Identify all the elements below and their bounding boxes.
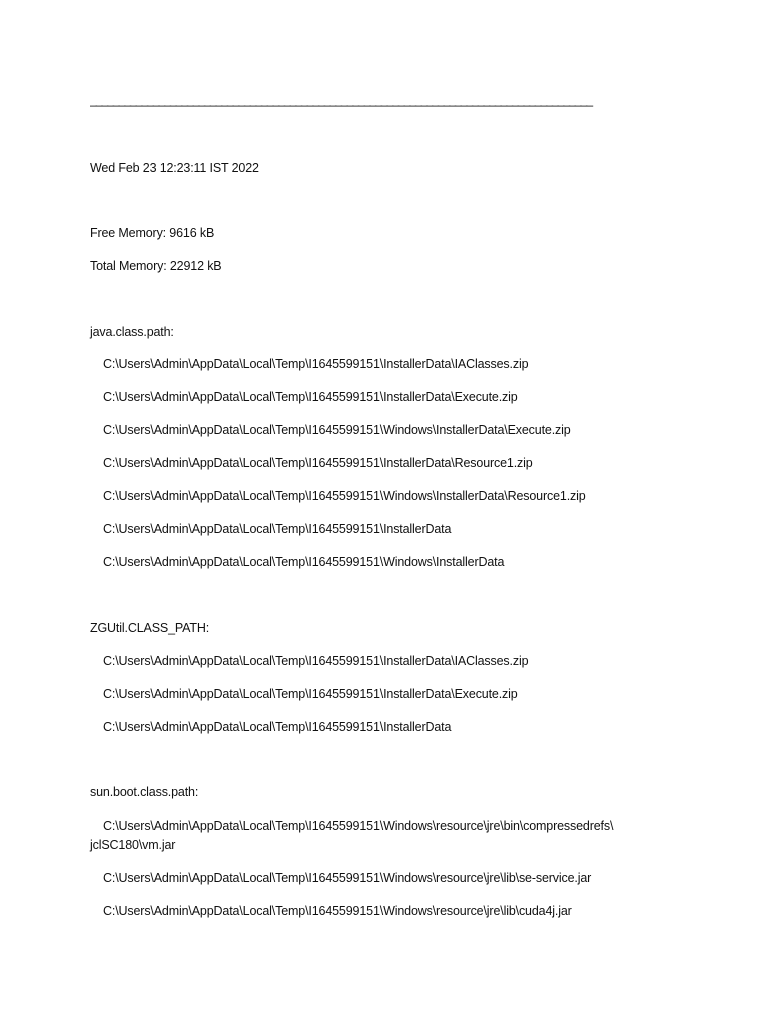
free-memory: Free Memory: 9616 kB (90, 226, 215, 240)
java-class-path-entry: C:\Users\Admin\AppData\Local\Temp\I1645599151\Windows\InstallerData\Execute.zip (103, 423, 571, 437)
java-class-path-entry: C:\Users\Admin\AppData\Local\Temp\I1645599151\InstallerData\Resource1.zip (103, 456, 533, 470)
java-class-path-entry: C:\Users\Admin\AppData\Local\Temp\I1645599151\InstallerData\IAClasses.zip (103, 357, 529, 371)
sun-boot-class-path-entry-continuation: jclSC180\vm.jar (90, 838, 176, 852)
java-class-path-entry: C:\Users\Admin\AppData\Local\Temp\I1645599151\InstallerData\Execute.zip (103, 390, 518, 404)
sun-boot-class-path-entry: C:\Users\Admin\AppData\Local\Temp\I1645599151\Windows\resource\jre\lib\se-service.jar (103, 871, 592, 885)
java-class-path-heading: java.class.path: (90, 325, 174, 339)
separator-line: ________________________________________________________________________________________ (90, 93, 592, 107)
sun-boot-class-path-entry: C:\Users\Admin\AppData\Local\Temp\I1645599151\Windows\resource\jre\lib\cuda4j.jar (103, 904, 572, 918)
java-class-path-entry: C:\Users\Admin\AppData\Local\Temp\I1645599151\Windows\InstallerData (103, 555, 505, 569)
java-class-path-entry: C:\Users\Admin\AppData\Local\Temp\I1645599151\Windows\InstallerData\Resource1.zip (103, 489, 586, 503)
zgutil-class-path-heading: ZGUtil.CLASS_PATH: (90, 621, 210, 635)
total-memory: Total Memory: 22912 kB (90, 259, 222, 273)
zgutil-class-path-entry: C:\Users\Admin\AppData\Local\Temp\I1645599151\InstallerData (103, 720, 452, 734)
java-class-path-entry: C:\Users\Admin\AppData\Local\Temp\I1645599151\InstallerData (103, 522, 452, 536)
zgutil-class-path-entry: C:\Users\Admin\AppData\Local\Temp\I1645599151\InstallerData\IAClasses.zip (103, 654, 529, 668)
sun-boot-class-path-heading: sun.boot.class.path: (90, 785, 199, 799)
timestamp: Wed Feb 23 12:23:11 IST 2022 (90, 161, 259, 175)
zgutil-class-path-entry: C:\Users\Admin\AppData\Local\Temp\I1645599151\InstallerData\Execute.zip (103, 687, 518, 701)
sun-boot-class-path-entry: C:\Users\Admin\AppData\Local\Temp\I1645599151\Windows\resource\jre\bin\compressedrefs\ (103, 819, 614, 833)
